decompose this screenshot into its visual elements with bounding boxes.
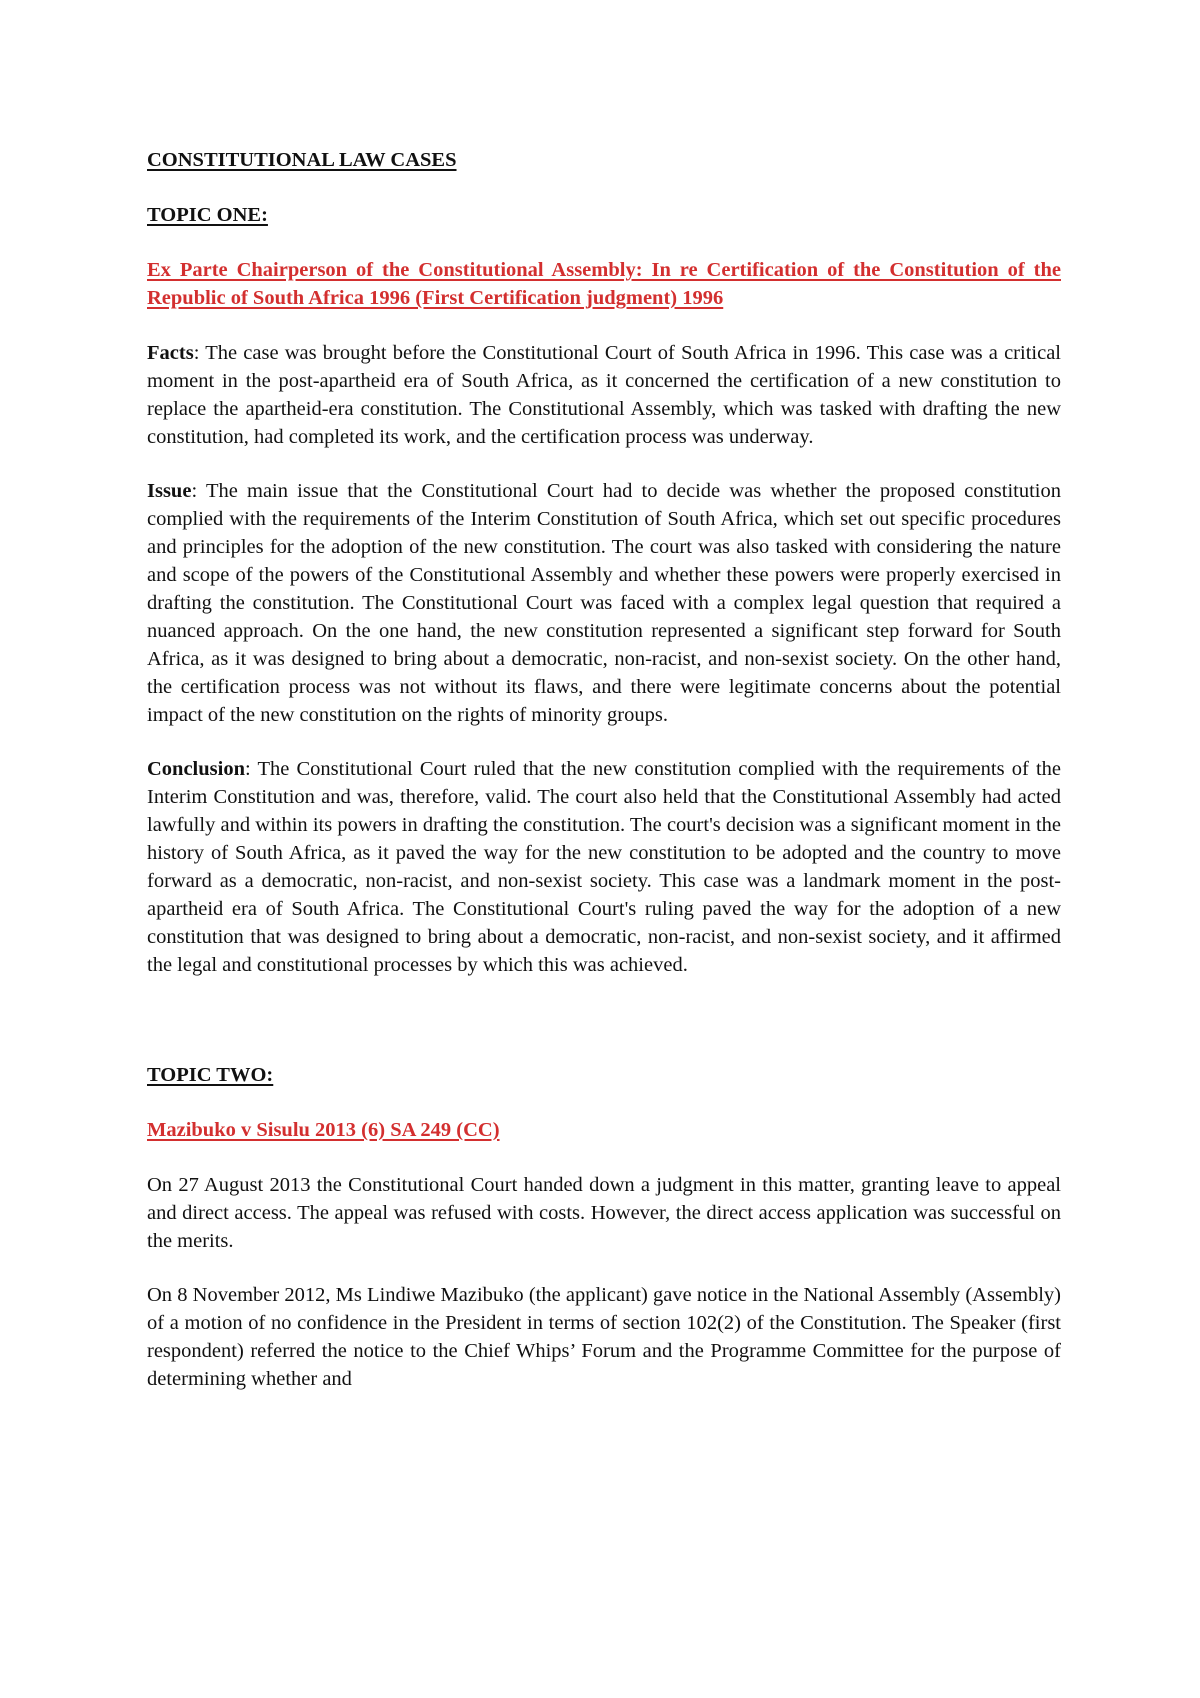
topic-two-heading: TOPIC TWO:: [147, 1064, 274, 1086]
conclusion-label: Conclusion: [147, 758, 245, 780]
section-spacer: [147, 1005, 1061, 1061]
facts-text: : The case was brought before the Constitutional Court of South Africa in 1996. This case was a critical moment in the post-apartheid era of South Africa, as it concerned the certification of a new constitution to replace the apartheid-era constitution. The Constitutional Assembly, which was tasked with drafting the new constitution, had completed its work, and the certification process was underway.: [147, 342, 1061, 448]
topic-one-heading: TOPIC ONE:: [147, 204, 268, 226]
mazibuko-paragraph-2: On 8 November 2012, Ms Lindiwe Mazibuko (the applicant) gave notice in the National Assembly (Assembly) of a motion of no confidence in the President in terms of section 102(2) of the Constitution. The Speaker (first respondent) referred the notice to the Chief Whips’ Forum and the Programme Committee for the purpose of determining whether and: [147, 1284, 1061, 1390]
topic-two-case-title: Mazibuko v Sisulu 2013 (6) SA 249 (CC): [147, 1119, 500, 1141]
document-title: CONSTITUTIONAL LAW CASES: [147, 149, 457, 171]
conclusion-text: : The Constitutional Court ruled that the new constitution complied with the requirements of the Interim Constitution and was, therefore, valid. The court also held that the Constitutional Assembly had acted lawfully and within its powers in drafting the constitution. The court's decision was a significant moment in the history of South Africa, as it paved the way for the new constitution to be adopted and the country to move forward as a democratic, non-racist, and non-sexist society. This case was a landmark moment in the post-apartheid era of South Africa. The Constitutional Court's ruling paved the way for the adoption of a new constitution that was designed to bring about a democratic, non-racist, and non-sexist society, and it affirmed the legal and constitutional processes by which this was achieved.: [147, 758, 1061, 976]
facts-label: Facts: [147, 342, 194, 364]
topic-one-case-title: Ex Parte Chairperson of the Constitutional Assembly: In re Certification of the Constitution of the Republic of South Africa 1996 (First Certification judgment) 1996: [147, 259, 1061, 309]
issue-paragraph: [147, 477, 1061, 729]
conclusion-paragraph: [147, 755, 1061, 979]
mazibuko-paragraph-1: On 27 August 2013 the Constitutional Court handed down a judgment in this matter, granting leave to appeal and direct access. The appeal was refused with costs. However, the direct access application was successful on the merits.: [147, 1174, 1061, 1252]
facts-paragraph: [147, 339, 1061, 451]
issue-text: : The main issue that the Constitutional Court had to decide was whether the proposed constitution complied with the requirements of the Interim Constitution of South Africa, which set out specific procedures and principles for the adoption of the new constitution. The court was also tasked with considering the nature and scope of the powers of the Constitutional Assembly and whether these powers were properly exercised in drafting the constitution. The Constitutional Court was faced with a complex legal question that required a nuanced approach. On the one hand, the new constitution represented a significant step forward for South Africa, as it was designed to bring about a democratic, non-racist, and non-sexist society. On the other hand, the certification process was not without its flaws, and there were legitimate concerns about the potential impact of the new constitution on the rights of minority groups.: [147, 480, 1061, 726]
issue-label: Issue: [147, 480, 192, 502]
